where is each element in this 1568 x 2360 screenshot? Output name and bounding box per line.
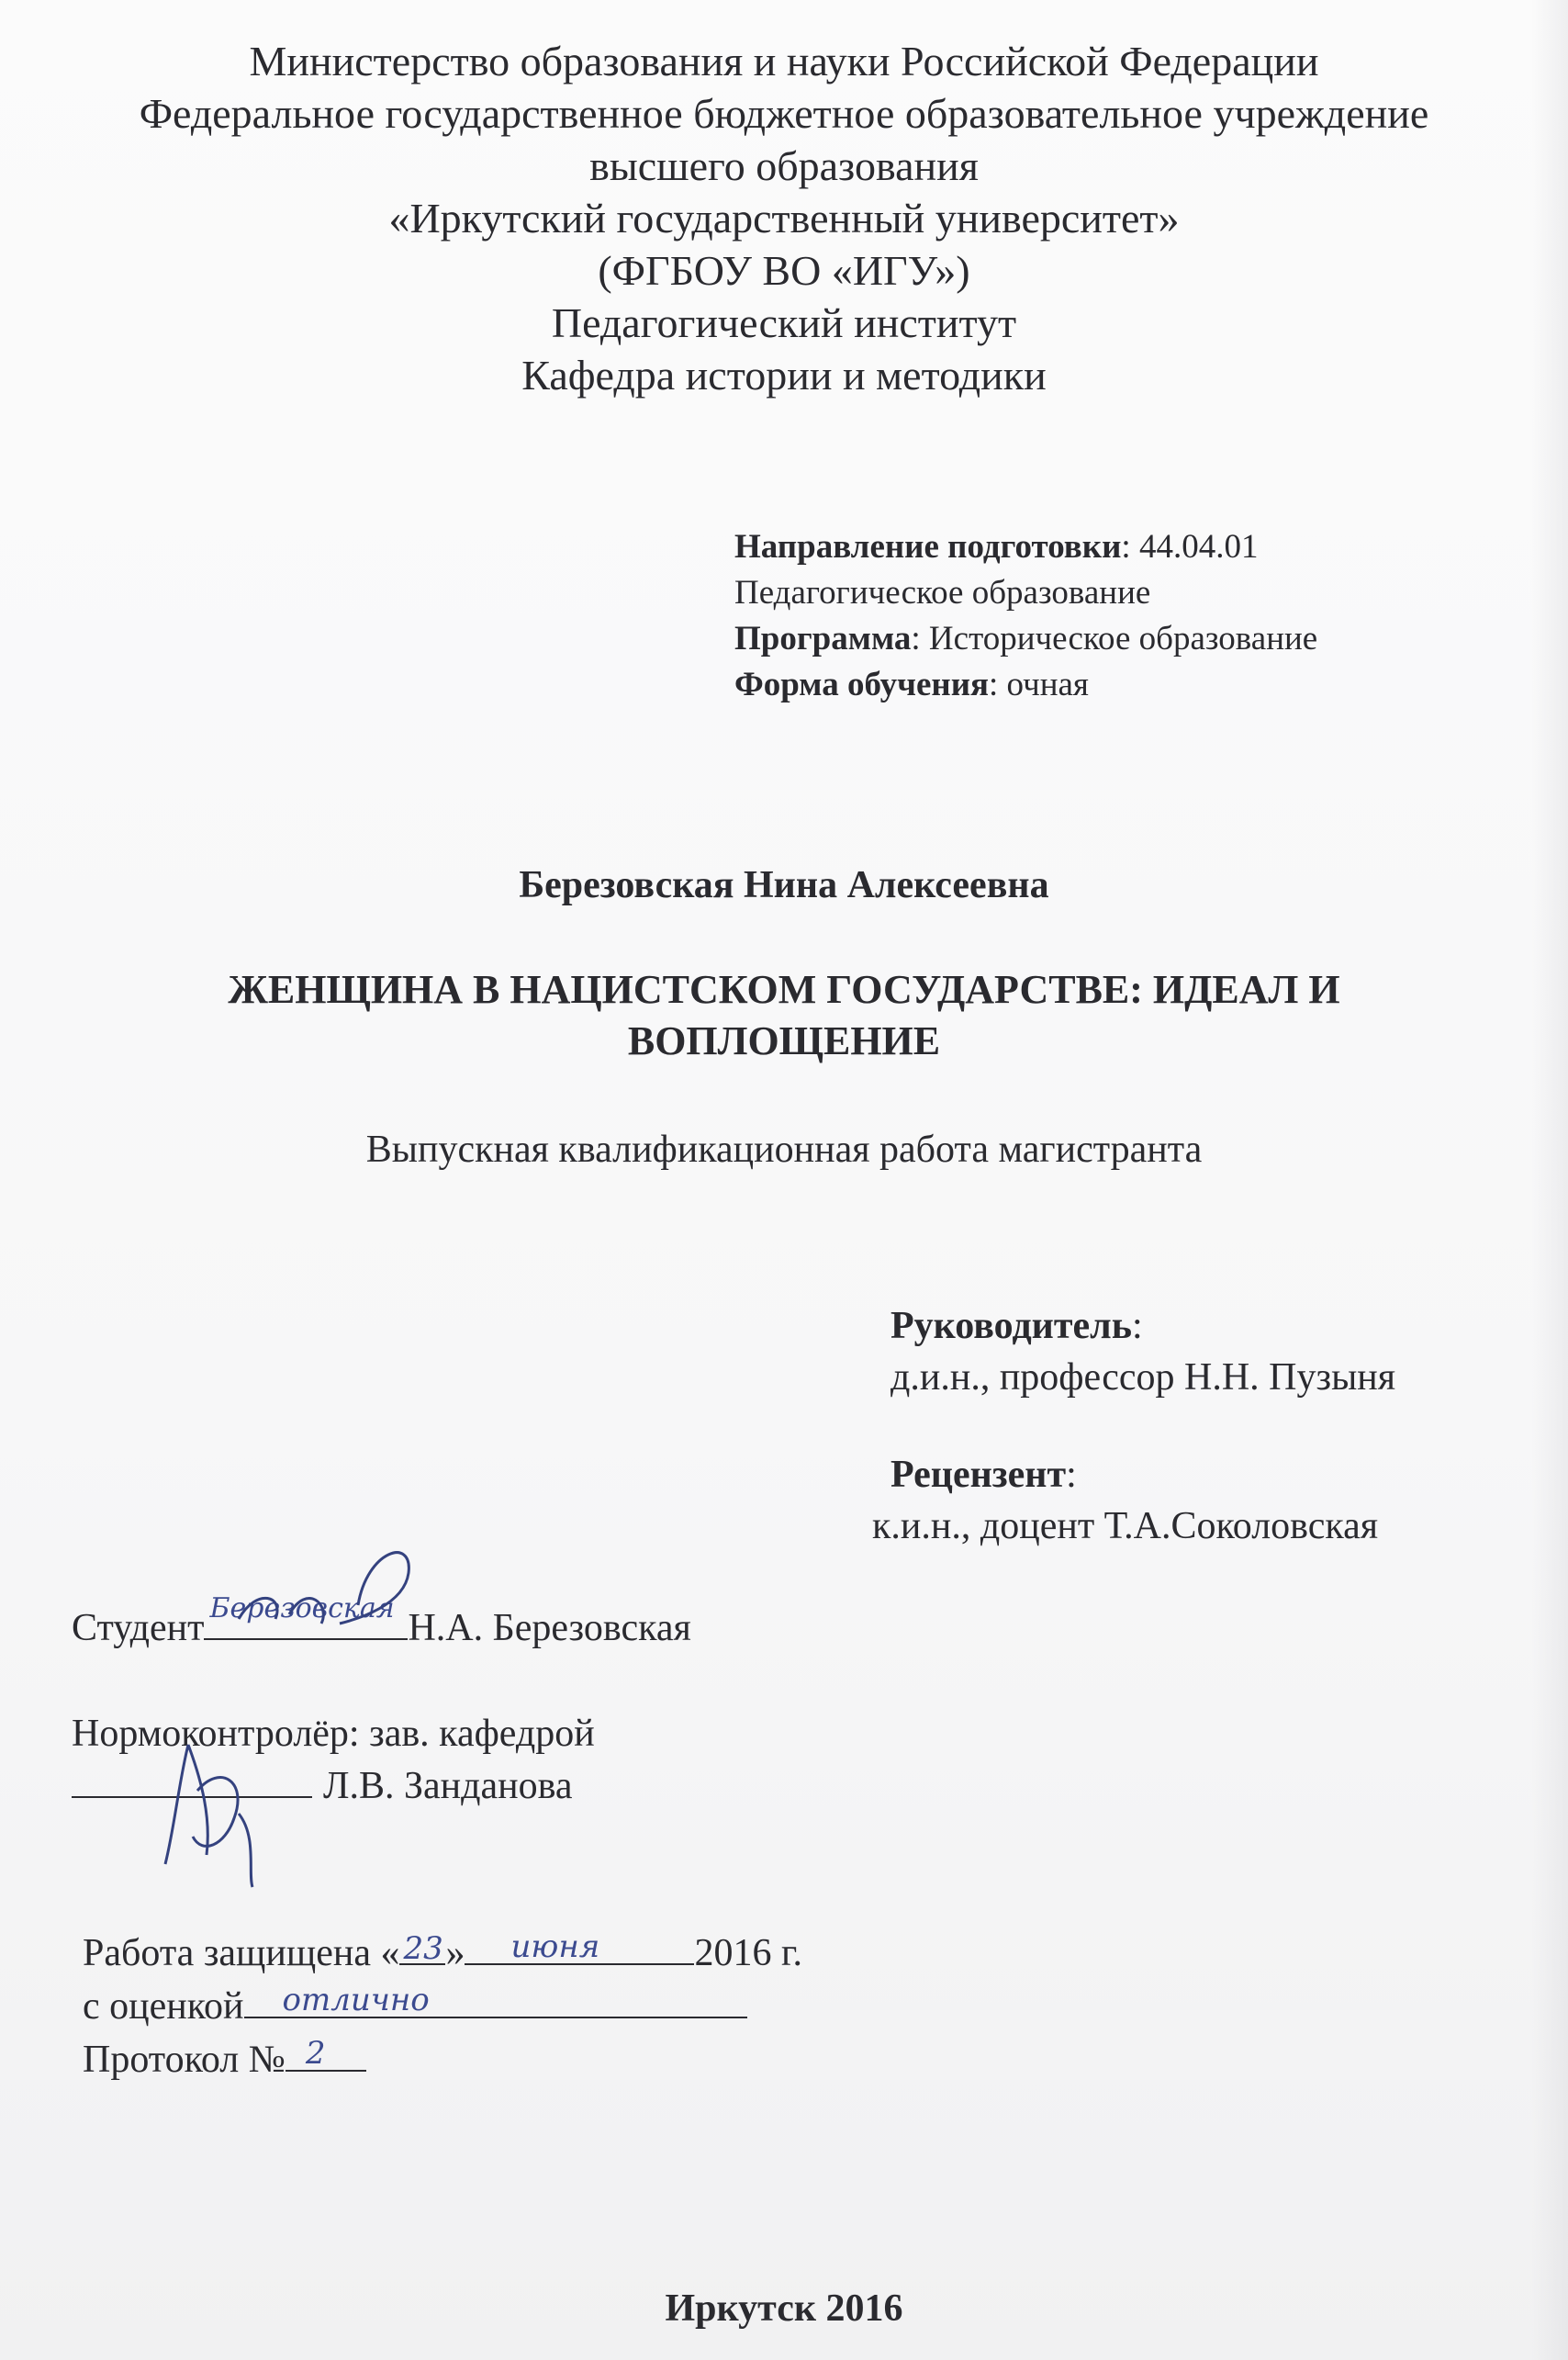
defense-prefix: Работа защищена « bbox=[83, 1932, 400, 1974]
defense-day-blank bbox=[399, 1927, 445, 1965]
reviewer-label-line bbox=[872, 1449, 1378, 1500]
program-details bbox=[734, 524, 1317, 708]
defense-day: 23 bbox=[403, 1930, 443, 1967]
direction-code: : 44.04.01 bbox=[1121, 528, 1259, 566]
header-line-abbreviation: (ФГБОУ ВО «ИГУ») bbox=[598, 247, 970, 294]
protocol-label: Протокол № bbox=[83, 2039, 286, 2081]
form-line bbox=[734, 662, 1317, 708]
header-line-institute: Педагогический институт bbox=[551, 299, 1017, 346]
work-type: Выпускная квалификационная работа магистранта bbox=[365, 1129, 1203, 1171]
normcontrol-label: Нормоконтролёр: зав. кафедрой bbox=[72, 1713, 595, 1755]
program-value: : Историческое образование bbox=[911, 620, 1318, 657]
defense-mid: » bbox=[445, 1932, 465, 1974]
student-name: Н.А. Березовская bbox=[408, 1607, 691, 1649]
thesis-title-line1: ЖЕНЩИНА В НАЦИСТСКОМ ГОСУДАРСТВЕ: ИДЕАЛ И bbox=[228, 967, 1340, 1012]
defense-month-blank bbox=[465, 1927, 694, 1965]
header-line-institution-type: Федеральное государственное бюджетное образовательное учреждение bbox=[139, 90, 1429, 137]
reviewer-colon: : bbox=[1066, 1454, 1077, 1496]
thesis-title bbox=[110, 964, 1458, 1067]
direction-label: Направление подготовки bbox=[734, 528, 1122, 566]
header-line-ministry: Министерство образования и науки Российской Федерации bbox=[249, 38, 1319, 84]
grade-label: с оценкой bbox=[83, 1985, 244, 2028]
author-name: Березовская Нина Алексеевна bbox=[519, 864, 1049, 906]
reviewer-block bbox=[872, 1449, 1378, 1552]
normcontrol-name: Л.В. Занданова bbox=[323, 1765, 573, 1807]
header-line-education-level: высшего образования bbox=[589, 142, 979, 189]
header-line-department: Кафедра истории и методики bbox=[521, 352, 1047, 399]
grade-blank bbox=[244, 1980, 747, 2018]
program-label: Программа bbox=[734, 620, 912, 657]
city-year: Иркутск 2016 bbox=[665, 2287, 903, 2330]
defense-date-line bbox=[83, 1927, 802, 1980]
supervisor-label: Руководитель bbox=[890, 1305, 1132, 1347]
defense-block bbox=[83, 1927, 802, 2086]
reviewer-value: к.и.н., доцент Т.А.Соколовская bbox=[872, 1505, 1379, 1547]
reviewer-label: Рецензент bbox=[890, 1454, 1067, 1496]
defense-grade-line bbox=[83, 1980, 802, 2033]
supervisor-value: д.и.н., профессор Н.Н. Пузыня bbox=[890, 1356, 1396, 1399]
defense-year: 2016 г. bbox=[694, 1932, 802, 1974]
student-signature-icon bbox=[220, 1532, 431, 1642]
supervisor-label-line bbox=[890, 1300, 1395, 1352]
header-line-university: «Иркутский государственный университет» bbox=[388, 195, 1180, 242]
defense-month: июня bbox=[510, 1928, 600, 1965]
direction-name: Педагогическое образование bbox=[734, 574, 1151, 612]
protocol-line bbox=[83, 2033, 802, 2086]
form-label: Форма обучения bbox=[734, 666, 990, 703]
thesis-title-line2: ВОПЛОЩЕНИЕ bbox=[627, 1018, 941, 1063]
protocol-number: 2 bbox=[305, 2035, 326, 2072]
form-value: : очная bbox=[989, 666, 1089, 703]
student-label: Студент bbox=[72, 1607, 205, 1649]
institution-header bbox=[0, 35, 1568, 401]
supervisor-colon: : bbox=[1131, 1305, 1143, 1347]
program-line bbox=[734, 616, 1317, 662]
student-signature-text: Березовская bbox=[209, 1592, 395, 1624]
grade-value: отлично bbox=[282, 1982, 430, 2018]
protocol-blank bbox=[286, 2033, 366, 2072]
normcontrol-signature-icon bbox=[138, 1726, 294, 1892]
supervisor-block bbox=[890, 1300, 1395, 1403]
direction-line bbox=[734, 524, 1317, 570]
